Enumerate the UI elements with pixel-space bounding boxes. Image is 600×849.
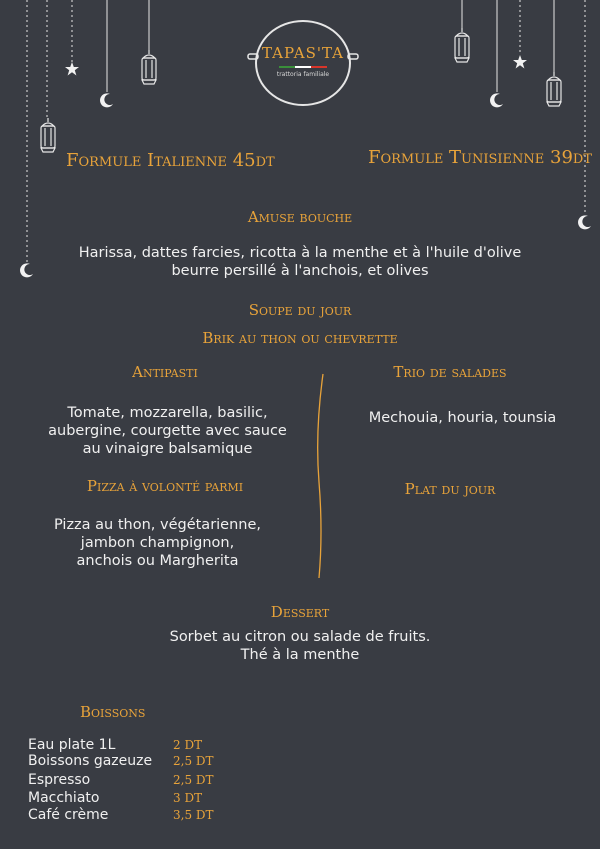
drink-price: 2 DT	[173, 738, 203, 752]
vertical-divider	[305, 372, 335, 582]
formula-tunisian: Formule Tunisienne 39dt	[368, 147, 593, 168]
amuse-bouche-title: Amuse bouche	[247, 208, 353, 226]
drink-price: 3,5 DT	[173, 808, 214, 822]
drink-price: 3 DT	[173, 791, 203, 805]
drink-row	[28, 772, 228, 788]
soupe-subtitle: Brik au thon ou chevrette	[202, 329, 398, 347]
boissons-title: Boissons	[80, 703, 146, 721]
amuse-bouche-line-2: beurre persillé à l'anchois, et olives	[171, 263, 429, 279]
crescent-moon-icon	[99, 92, 115, 108]
drink-row	[28, 790, 228, 806]
pizza-line-3: anchois ou Margherita	[76, 553, 239, 569]
antipasti-title: Antipasti	[132, 363, 198, 381]
drink-price: 2,5 DT	[173, 773, 214, 787]
lantern-icon	[544, 72, 564, 110]
star-icon	[65, 62, 79, 76]
pizza-title: Pizza à volonté parmi	[86, 477, 244, 495]
lantern-icon	[452, 28, 472, 66]
lantern-icon	[139, 50, 159, 88]
drink-row	[28, 807, 228, 823]
drink-price: 2,5 DT	[173, 754, 214, 768]
lantern-icon	[38, 118, 58, 156]
drink-row	[28, 753, 228, 769]
trio-line-1: Mechouia, houria, tounsia	[368, 410, 557, 426]
soupe-title: Soupe du jour	[248, 301, 352, 319]
trio-title: Trio de salades	[393, 363, 507, 381]
antipasti-line-1: Tomate, mozzarella, basilic,	[67, 405, 268, 421]
plat-title: Plat du jour	[404, 480, 496, 498]
pizza-line-1: Pizza au thon, végétarienne,	[53, 517, 262, 533]
drink-name: Eau plate 1L	[28, 737, 116, 753]
logo	[255, 20, 351, 106]
antipasti-line-3: au vinaigre balsamique	[82, 441, 253, 457]
drink-row	[28, 737, 228, 753]
drink-name: Café crème	[28, 807, 109, 823]
formula-italian: Formule Italienne 45dt	[66, 150, 275, 171]
crescent-moon-icon	[489, 92, 505, 108]
antipasti-line-2: aubergine, courgette avec sauce	[48, 423, 287, 439]
drink-name: Macchiato	[28, 790, 100, 806]
dessert-line-2: Thé à la menthe	[240, 647, 360, 663]
amuse-bouche-line-1: Harissa, dattes farcies, ricotta à la menthe et à l'huile d'olive	[78, 245, 522, 261]
dessert-title: Dessert	[270, 603, 330, 621]
star-icon	[513, 55, 527, 69]
logo-flag-stripe	[279, 66, 327, 68]
pizza-line-2: jambon champignon,	[80, 535, 235, 551]
logo-name: TAPAS'TA	[262, 44, 344, 62]
dessert-line-1: Sorbet au citron ou salade de fruits.	[169, 629, 431, 645]
drink-name: Boissons gazeuze	[28, 753, 153, 769]
logo-tagline: trattoria familiale	[276, 71, 330, 78]
drink-name: Espresso	[28, 772, 91, 788]
